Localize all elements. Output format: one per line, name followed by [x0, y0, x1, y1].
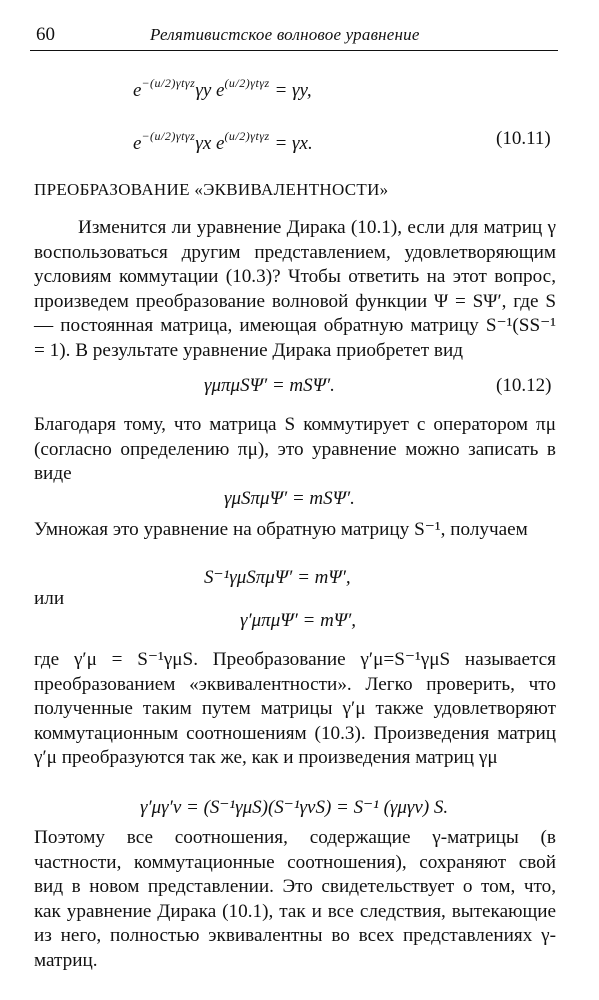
- eq1-middle: γy e: [195, 80, 225, 101]
- equation-product: γ′μγ′ν = (S⁻¹γμS)(S⁻¹γνS) = S⁻¹ (γμγν) S.: [140, 797, 449, 818]
- eq1-rhs: = γy,: [274, 80, 312, 101]
- eq1-exponent-2: (u/2)γtγz: [224, 76, 270, 90]
- equation-10-11-line2: [133, 129, 313, 155]
- eq2-exponent-1: −(u/2)γtγz: [141, 129, 196, 143]
- equation-10-12: γμπμSΨ′ = mSΨ′.: [204, 375, 335, 396]
- paragraph-5: Поэтому все соотношения, содержащие γ-матрицы (в частности, коммутационные соотношения), сохраняют свой вид в новом представлении. Это свидетельствует о том, что, как уравнение Дирака (10.1), так и все следствия, вытекающие из него, полностью эквивалентны во всех представлениях γ-матриц.: [34, 827, 556, 971]
- equation-number-10-12: (10.12): [496, 375, 552, 396]
- eq2-middle: γx e: [195, 133, 225, 154]
- equation-10-11-line1: [133, 76, 312, 102]
- equation-commuted: γμSπμΨ′ = mSΨ′.: [224, 488, 355, 509]
- eq2-exponent-2: (u/2)γtγz: [224, 129, 270, 143]
- eq2-base: e: [133, 133, 142, 154]
- equation-transformed: γ′μπμΨ′ = mΨ′,: [240, 610, 357, 631]
- equation-multiplied: S⁻¹γμSπμΨ′ = mΨ′,: [204, 567, 351, 588]
- paragraph-2: Благодаря тому, что матрица S коммутирует с оператором πμ (согласно определению πμ), это уравнение можно записать в виде: [34, 414, 556, 485]
- paragraph-3: Умножая это уравнение на обратную матрицу S⁻¹, получаем: [34, 519, 528, 540]
- paragraph-1: Изменится ли уравнение Дирака (10.1), если для матриц γ воспользоваться другим представлением, удовлетворяющим условиям коммутации (10.3)? Чтобы ответить на этот вопрос, произведем преобразование волновой функции Ψ = SΨ′, где S — постоянная матрица, имеющая обратную матрицу S⁻¹(SS⁻¹ = 1). В результате уравнение Дирака приобретет вид: [34, 217, 556, 361]
- page-number: 60: [36, 24, 55, 45]
- equation-number-10-11: (10.11): [496, 128, 551, 149]
- eq1-exponent-1: −(u/2)γtγz: [141, 76, 196, 90]
- running-title: Релятивистское волновое уравнение: [150, 25, 420, 44]
- section-heading: ПРЕОБРАЗОВАНИЕ «ЭКВИВАЛЕНТНОСТИ»: [34, 180, 389, 199]
- eq2-rhs: = γx.: [274, 133, 313, 154]
- running-header: [30, 20, 558, 51]
- word-or: или: [34, 588, 65, 609]
- paragraph-4: где γ′μ = S⁻¹γμS. Преобразование γ′μ=S⁻¹γμS называется преобразованием «эквивалентности». Легко проверить, что полученные таким путем матрицы γ′μ также удовлетворяют коммутационным соотношениям (10.3). Произведения матриц γ′μ преобразуются так же, как и произведения матриц γμ: [34, 649, 556, 769]
- eq1-base: e: [133, 80, 142, 101]
